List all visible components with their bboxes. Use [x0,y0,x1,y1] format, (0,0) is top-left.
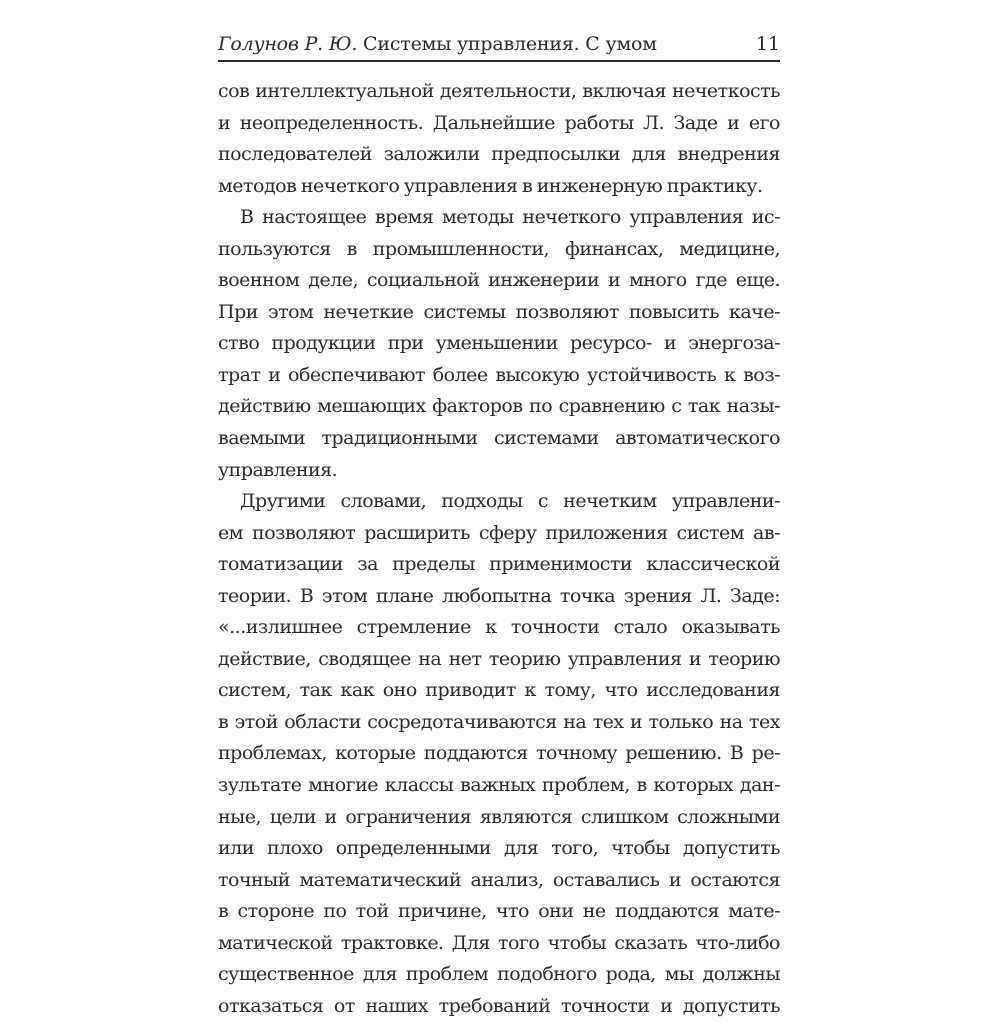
text-line: зультате многие классы важных проблем, в которых дан- [218,774,780,797]
text-line: пользуются в промышленности, финансах, медицине, [218,237,780,260]
text-line: последователей заложили предпосылки для внедрения [218,143,780,166]
text-line: ные, цели и ограничения являются слишком сложными [218,805,780,828]
running-head-title [218,33,657,55]
text-line: ем позволяют расширить сферу приложения систем ав- [218,521,780,544]
header-book-title: Системы управления. С умом [363,33,657,55]
running-head [218,30,780,62]
text-line: в стороне по той причине, что они не поддаются мате- [218,900,780,923]
text-line: сов интеллектуальной деятельности, включая нечеткость [218,80,780,102]
text-line: в этой области сосредотачиваются на тех и только на тех [218,710,780,733]
text-line: действию мешающих факторов по сравнению с так назы- [218,395,780,418]
header-author: Голунов Р. Ю. [218,33,358,55]
text-line: теории. В этом плане любопытна точка зрения Л. Заде: [218,584,780,607]
body-text [218,76,780,1022]
text-line: матической трактовке. Для того чтобы сказать что-либо [218,931,780,954]
text-line: методов нечеткого управления в инженерную практику. [218,174,763,197]
text-line: управления. [218,458,338,481]
page-number: 11 [755,33,780,55]
text-line: томатизации за пределы применимости классической [218,553,780,576]
text-line: систем, так как оно приводит к тому, что исследования [218,679,780,702]
text-line: отказаться от наших требований точности и допустить [218,994,780,1017]
text-line: действие, сводящее на нет теорию управления и теорию [218,647,780,670]
text-line: ваемыми традиционными системами автоматического [218,427,780,450]
text-line: При этом нечеткие системы позволяют повысить каче- [218,300,780,323]
text-line: существенное для проблем подобного рода, мы должны [218,963,780,986]
text-line: Другими словами, подходы с нечетким управлени- [240,490,780,513]
text-line: трат и обеспечивают более высокую устойчивость к воз- [218,363,780,386]
text-line: проблемах, которые поддаются точному решению. В ре- [218,742,780,765]
text-line: точный математический анализ, оставались и остаются [218,868,780,891]
text-line: и неопределенность. Дальнейшие работы Л. Заде и его [218,111,780,134]
text-line: или плохо определенными для того, чтобы допустить [218,837,780,860]
text-line: военном деле, социальной инженерии и много где еще. [218,269,780,292]
text-line: «...излишнее стремление к точности стало оказывать [218,616,780,639]
text-line: ство продукции при уменьшении ресурсо- и энергоза- [218,332,780,355]
text-line: В настоящее время методы нечеткого управления ис- [240,206,780,229]
